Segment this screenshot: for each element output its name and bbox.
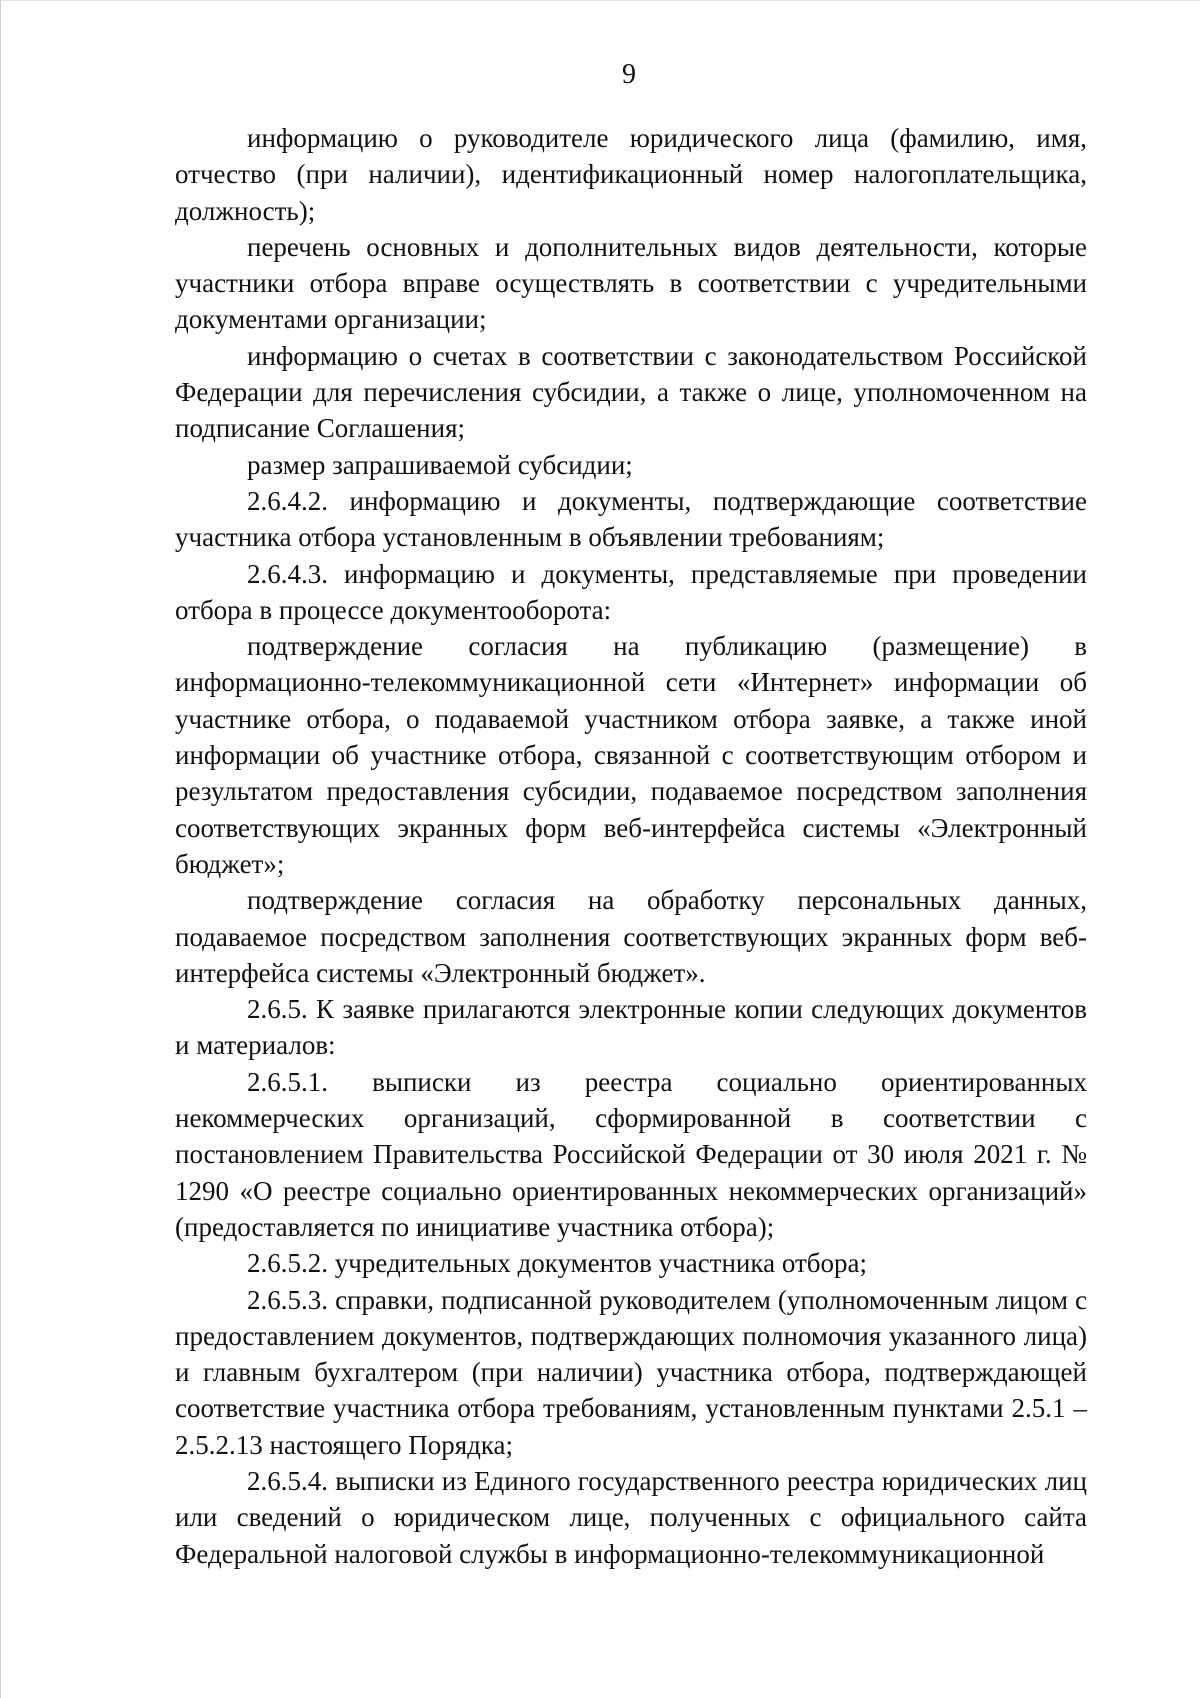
paragraph: размер запрашиваемой субсидии; [247, 449, 633, 480]
paragraph: 2.6.5.1. выписки из реестра социально ориентированных некоммерческих организаций, сформированной в соответствии с постановлением Правительства Российской Федерации от 30 июля 2021 г. № 1290 «О реестре социально ориентированных некоммерческих организаций» (предоставляется по инициативе участника отбора); [175, 1066, 1087, 1242]
paragraph: перечень основных и дополнительных видов деятельности, которые участники отбора вправе осуществлять в соответствии с учредительными документами организации; [175, 231, 1087, 335]
paragraph: подтверждение согласия на публикацию (размещение) в информационно-телекоммуникационной сети «Интернет» информации об участнике отбора, о подаваемой участником отбора заявке, а также иной информации об участнике отбора, связанной с соответствующим отбором и результатом предоставления субсидии, подаваемое посредством заполнения соответствующих экранных форм веб-интерфейса системы «Электронный бюджет»; [175, 631, 1087, 879]
paragraph: 2.6.5.2. учредительных документов участника отбора; [247, 1248, 867, 1279]
paragraph: 2.6.5. К заявке прилагаются электронные копии следующих документов и материалов: [175, 994, 1087, 1061]
paragraph: 2.6.5.4. выписки из Единого государственного реестра юридических лиц или сведений о юридическом лице, полученных с официального сайта Федеральной налоговой службы в информационно-телекоммуникационной [175, 1465, 1087, 1569]
document-body [175, 120, 1087, 1572]
paragraph: 2.6.4.2. информацию и документы, подтверждающие соответствие участника отбора установленным в объявлении требованиям; [175, 485, 1087, 553]
paragraph: информацию о счетах в соответствии с законодательством Российской Федерации для перечисления субсидии, а также о лице, уполномоченном на подписание Соглашения; [175, 340, 1087, 444]
paragraph: информацию о руководителе юридического лица (фамилию, имя, отчество (при наличии), идентификационный номер налогоплательщика, должность); [175, 123, 1087, 226]
paragraph: подтверждение согласия на обработку персональных данных, подаваемое посредством заполнения соответствующих экранных форм веб-интерфейса системы «Электронный бюджет». [175, 885, 1087, 988]
paragraph: 2.6.5.3. справки, подписанной руководителем (уполномоченным лицом с предоставлением документов, подтверждающих полномочия указанного лица) и главным бухгалтером (при наличии) участника отбора, подтверждающей соответствие участника отбора требованиям, установленным пунктами 2.5.1 – 2.5.2.13 настоящего Порядка; [175, 1284, 1087, 1460]
page-number: 9 [622, 59, 636, 90]
paragraph: 2.6.4.3. информацию и документы, представляемые при проведении отбора в процессе документооборота: [175, 558, 1087, 625]
